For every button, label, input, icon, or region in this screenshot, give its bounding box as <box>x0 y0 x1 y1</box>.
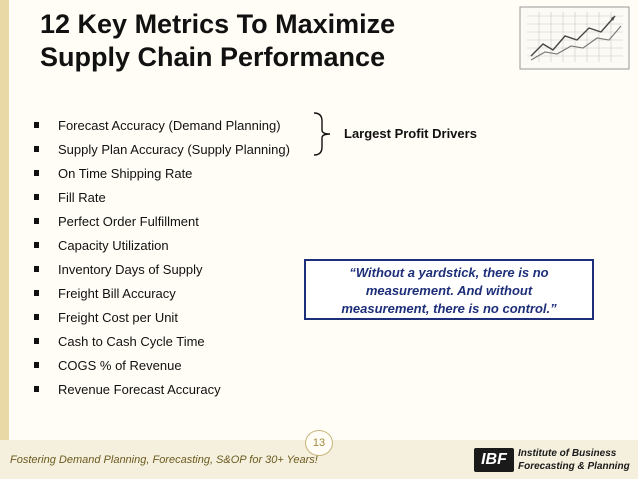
list-item <box>32 236 290 260</box>
quote-line: measurement, there is no control.” <box>341 301 557 316</box>
square-bullet-icon <box>34 218 39 224</box>
square-bullet-icon <box>34 290 39 296</box>
slide-title-line1: 12 Key Metrics To Maximize <box>40 9 396 39</box>
metric-label: Cash to Cash Cycle Time <box>58 334 205 349</box>
logo-line: Forecasting & Planning <box>518 461 630 472</box>
metric-label: On Time Shipping Rate <box>58 166 193 181</box>
square-bullet-icon <box>34 362 39 368</box>
metric-label: COGS % of Revenue <box>58 358 182 373</box>
square-bullet-icon <box>34 338 39 344</box>
square-bullet-icon <box>34 242 39 248</box>
square-bullet-icon <box>34 170 39 176</box>
metric-label: Perfect Order Fulfillment <box>58 214 199 229</box>
list-item <box>32 260 290 284</box>
list-item <box>32 380 290 404</box>
metric-label: Capacity Utilization <box>58 238 169 253</box>
square-bullet-icon <box>34 266 39 272</box>
list-item <box>32 356 290 380</box>
slide-title <box>40 8 500 74</box>
quote-box <box>304 259 594 320</box>
square-bullet-icon <box>34 194 39 200</box>
square-bullet-icon <box>34 146 39 152</box>
logo-mark: IBF <box>474 448 514 472</box>
ibf-logo <box>474 446 634 474</box>
page-number: 13 <box>305 430 333 456</box>
logo-line: Institute of Business <box>518 448 617 459</box>
list-item <box>32 284 290 308</box>
slide-title-line2: Supply Chain Performance <box>40 42 386 72</box>
metric-label: Supply Plan Accuracy (Supply Planning) <box>58 142 290 157</box>
metric-label: Fill Rate <box>58 190 106 205</box>
list-item <box>32 140 290 164</box>
list-item <box>32 308 290 332</box>
square-bullet-icon <box>34 122 39 128</box>
metric-label: Freight Cost per Unit <box>58 310 178 325</box>
square-bullet-icon <box>34 314 39 320</box>
logo-text <box>518 447 630 473</box>
list-item <box>32 116 290 140</box>
metric-label: Forecast Accuracy (Demand Planning) <box>58 118 281 133</box>
list-item <box>32 212 290 236</box>
square-bullet-icon <box>34 386 39 392</box>
profit-drivers-label: Largest Profit Drivers <box>344 126 477 141</box>
metric-label: Revenue Forecast Accuracy <box>58 382 221 397</box>
footer-tagline: Fostering Demand Planning, Forecasting, S&OP for 30+ Years! <box>10 454 318 466</box>
hand-drawn-line-chart-icon <box>519 6 630 70</box>
quote-line: measurement. And without <box>365 283 533 298</box>
metric-label: Freight Bill Accuracy <box>58 286 176 301</box>
metrics-list <box>32 116 290 404</box>
quote-line: “Without a yardstick, there is no <box>349 265 549 280</box>
metric-label: Inventory Days of Supply <box>58 262 203 277</box>
list-item <box>32 332 290 356</box>
right-curly-brace-icon <box>310 111 336 157</box>
list-item <box>32 188 290 212</box>
list-item <box>32 164 290 188</box>
left-accent-bar <box>0 0 9 479</box>
